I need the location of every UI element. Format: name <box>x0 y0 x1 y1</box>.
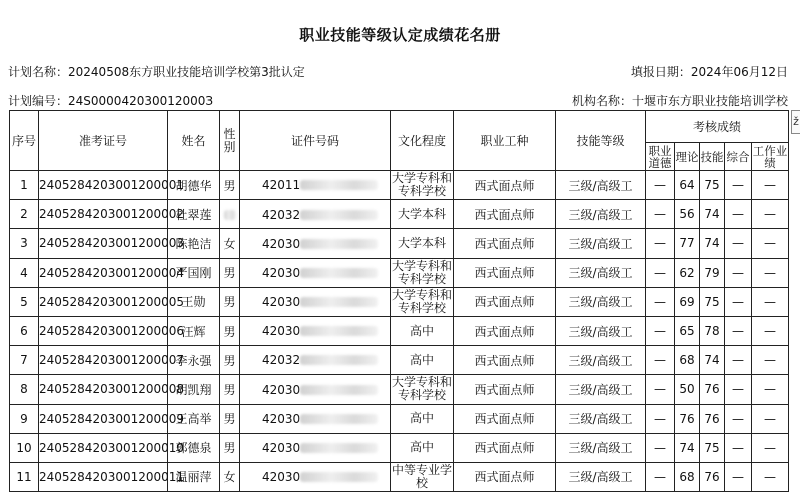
cell-seq: 11 <box>10 462 39 491</box>
cell-exam-no: 2405284203001200003 <box>39 229 168 258</box>
cell-theory: 62 <box>675 258 700 287</box>
cell-seq: 10 <box>10 433 39 462</box>
cell-comprehensive: — <box>725 200 752 229</box>
cell-comprehensive: — <box>725 404 752 433</box>
table-row <box>10 375 789 404</box>
cell-comprehensive: — <box>725 462 752 491</box>
cell-education: 高中 <box>391 433 454 462</box>
cell-education: 中等专业学校 <box>391 462 452 490</box>
cell-comprehensive: — <box>725 258 752 287</box>
cell-comprehensive: — <box>725 287 752 316</box>
cell-name: 王勋 <box>168 287 220 316</box>
cell-skill: 75 <box>700 433 725 462</box>
cell-skill: 74 <box>700 346 725 375</box>
header-comprehensive: 综合 <box>725 143 752 171</box>
cell-skill-level: 三级/高级工 <box>556 316 646 345</box>
id-number-prefix: 42032 <box>262 207 301 222</box>
cell-id-no <box>240 375 391 404</box>
table-row <box>10 287 789 316</box>
cell-skill-level: 三级/高级工 <box>556 346 646 375</box>
cell-seq: 3 <box>10 229 39 258</box>
cell-occupation: 西式面点师 <box>454 346 556 375</box>
cell-ethics: — <box>646 287 675 316</box>
header-skill-level: 技能等级 <box>556 111 646 171</box>
redacted-id-digits <box>300 326 378 336</box>
cell-theory: 64 <box>675 171 700 200</box>
cell-exam-no: 2405284203001200001 <box>39 171 168 200</box>
cell-gender: 男 <box>220 287 240 316</box>
cell-occupation: 西式面点师 <box>454 200 556 229</box>
cell-skill-level: 三级/高级工 <box>556 433 646 462</box>
cell-seq: 8 <box>10 375 39 404</box>
id-number-prefix: 42032 <box>262 353 301 368</box>
cell-comprehensive: — <box>725 229 752 258</box>
cell-skill: 76 <box>700 462 725 491</box>
id-number-prefix: 42030 <box>262 265 301 280</box>
cell-skill: 78 <box>700 316 725 345</box>
cell-occupation: 西式面点师 <box>454 462 556 491</box>
cell-skill: 76 <box>700 404 725 433</box>
cell-theory: 77 <box>675 229 700 258</box>
cell-skill-level: 三级/高级工 <box>556 171 646 200</box>
cell-exam-no: 2405284203001200005 <box>39 287 168 316</box>
cell-theory: 76 <box>675 404 700 433</box>
id-number-prefix: 42030 <box>262 411 301 426</box>
cell-skill-level: 三级/高级工 <box>556 229 646 258</box>
cell-ethics: — <box>646 375 675 404</box>
cell-seq: 1 <box>10 171 39 200</box>
cell-education: 大学专科和专科学校 <box>391 171 452 199</box>
redacted-id-digits <box>300 443 378 453</box>
cell-occupation: 西式面点师 <box>454 229 556 258</box>
cell-comprehensive: — <box>725 171 752 200</box>
cell-work-performance: — <box>752 229 789 258</box>
cell-occupation: 西式面点师 <box>454 258 556 287</box>
org-name-label: 机构名称： <box>571 94 632 108</box>
cell-theory: 68 <box>675 462 700 491</box>
cell-name: 李永强 <box>168 346 220 375</box>
cell-work-performance: — <box>752 404 789 433</box>
cell-skill: 75 <box>700 171 725 200</box>
redacted-id-digits <box>300 355 378 365</box>
cell-occupation: 西式面点师 <box>454 316 556 345</box>
cell-seq: 6 <box>10 316 39 345</box>
cell-theory: 74 <box>675 433 700 462</box>
id-number-prefix: 42030 <box>262 470 301 485</box>
cell-skill-level: 三级/高级工 <box>556 404 646 433</box>
id-number-prefix: 42030 <box>262 382 301 397</box>
cell-gender: 男 <box>220 404 240 433</box>
redacted-id-digits <box>300 239 378 249</box>
cell-exam-no: 2405284203001200006 <box>39 316 168 345</box>
header-seq: 序号 <box>10 111 39 171</box>
plan-number-label: 计划编号： <box>8 94 69 108</box>
cell-id-no <box>240 346 391 375</box>
cell-exam-no: 2405284203001200011 <box>39 462 168 491</box>
cell-education: 高中 <box>391 404 454 433</box>
cell-occupation: 西式面点师 <box>454 375 556 404</box>
cell-skill-level: 三级/高级工 <box>556 462 646 491</box>
redacted-id-digits <box>300 180 378 190</box>
cell-id-no <box>240 287 391 316</box>
cell-work-performance: — <box>752 462 789 491</box>
plan-name <box>8 63 305 80</box>
id-number-prefix: 42030 <box>262 295 301 310</box>
fill-date-label: 填报日期： <box>630 65 691 79</box>
cell-comprehensive: — <box>725 375 752 404</box>
cell-skill-level: 三级/高级工 <box>556 375 646 404</box>
redacted-id-digits <box>300 472 378 482</box>
cell-theory: 68 <box>675 346 700 375</box>
cell-skill-level: 三级/高级工 <box>556 200 646 229</box>
cell-ethics: — <box>646 404 675 433</box>
header-skill: 技能 <box>700 143 725 171</box>
redacted-id-digits <box>300 414 378 424</box>
redacted-id-digits <box>300 385 378 395</box>
cell-gender: 男 <box>220 316 240 345</box>
org-name-value: 十堰市东方职业技能培训学校 <box>631 94 788 108</box>
plan-name-value: 20240508东方职业技能培训学校第3批认定 <box>68 65 305 79</box>
cell-skill: 74 <box>700 229 725 258</box>
cell-occupation: 西式面点师 <box>454 433 556 462</box>
cell-education: 高中 <box>391 346 454 375</box>
cell-gender: 男 <box>220 258 240 287</box>
cell-comprehensive: — <box>725 433 752 462</box>
redacted-id-digits <box>300 268 378 278</box>
cell-ethics: — <box>646 433 675 462</box>
table-row <box>10 200 789 229</box>
table-row <box>10 433 789 462</box>
id-number-prefix: 42030 <box>262 441 301 456</box>
redacted-gender <box>224 210 236 220</box>
cell-theory: 69 <box>675 287 700 316</box>
org-name <box>572 92 788 109</box>
cell-name: 汪辉 <box>168 316 220 345</box>
cell-comprehensive: — <box>725 316 752 345</box>
cell-occupation: 西式面点师 <box>454 287 556 316</box>
id-number-prefix: 42011 <box>262 178 301 193</box>
cell-work-performance: — <box>752 258 789 287</box>
cell-work-performance: — <box>752 316 789 345</box>
table-row <box>10 258 789 287</box>
cell-education: 大学专科和专科学校 <box>391 258 452 286</box>
cell-name: 严国刚 <box>168 258 220 287</box>
cell-education: 大学专科和专科学校 <box>391 375 452 403</box>
cell-exam-no: 2405284203001200002 <box>39 200 168 229</box>
cell-skill: 79 <box>700 258 725 287</box>
header-name: 姓名 <box>168 111 220 171</box>
cell-id-no <box>240 200 391 229</box>
header-ethics: 职业道德 <box>646 143 675 171</box>
cell-name: 陈艳洁 <box>168 229 220 258</box>
cell-gender: 男 <box>220 171 240 200</box>
cell-work-performance: — <box>752 171 789 200</box>
cell-theory: 56 <box>675 200 700 229</box>
cell-ethics: — <box>646 171 675 200</box>
cell-id-no <box>240 258 391 287</box>
cell-exam-no: 2405284203001200008 <box>39 375 168 404</box>
cell-seq: 9 <box>10 404 39 433</box>
cell-gender: 男 <box>220 346 240 375</box>
cell-id-no <box>240 229 391 258</box>
table-row <box>10 316 789 345</box>
table-row <box>10 346 789 375</box>
cell-education: 高中 <box>391 316 454 345</box>
cell-name: 胡凯翔 <box>168 375 220 404</box>
cell-name: 王高举 <box>168 404 220 433</box>
redacted-id-digits <box>300 297 378 307</box>
cell-id-no <box>240 404 391 433</box>
cell-work-performance: — <box>752 375 789 404</box>
table-row <box>10 171 789 200</box>
cell-gender: 女 <box>220 229 240 258</box>
cell-id-no <box>240 316 391 345</box>
cell-occupation: 西式面点师 <box>454 404 556 433</box>
table-row <box>10 462 789 491</box>
header-theory: 理论 <box>675 143 700 171</box>
cell-skill-level: 三级/高级工 <box>556 287 646 316</box>
cell-gender: 女 <box>220 462 240 491</box>
cell-name: 郭德泉 <box>168 433 220 462</box>
cell-ethics: — <box>646 346 675 375</box>
cell-gender: 男 <box>220 375 240 404</box>
header-work-performance: 工作业绩 <box>752 143 788 170</box>
cell-gender: 男 <box>220 433 240 462</box>
cell-seq: 4 <box>10 258 39 287</box>
cell-education: 大学本科 <box>391 200 454 229</box>
cell-ethics: — <box>646 316 675 345</box>
cell-work-performance: — <box>752 200 789 229</box>
cell-ethics: — <box>646 229 675 258</box>
cell-exam-no: 2405284203001200009 <box>39 404 168 433</box>
header-occupation: 职业工种 <box>454 111 556 171</box>
header-exam-no: 准考证号 <box>39 111 168 171</box>
cell-work-performance: — <box>752 346 789 375</box>
cell-ethics: — <box>646 462 675 491</box>
cell-work-performance: — <box>752 433 789 462</box>
cell-seq: 7 <box>10 346 39 375</box>
header-scores: 考核成绩 <box>646 111 789 143</box>
cell-gender <box>220 200 240 229</box>
cell-id-no <box>240 433 391 462</box>
scroll-handle-icon[interactable]: ž <box>791 110 800 134</box>
cell-name: 胡德华 <box>168 171 220 200</box>
cell-theory: 65 <box>675 316 700 345</box>
cell-education: 大学专科和专科学校 <box>391 287 452 315</box>
cell-ethics: — <box>646 258 675 287</box>
cell-id-no <box>240 171 391 200</box>
cell-skill: 76 <box>700 375 725 404</box>
cell-ethics: — <box>646 200 675 229</box>
fill-date-value: 2024年06月12日 <box>690 65 788 79</box>
cell-seq: 5 <box>10 287 39 316</box>
fill-date <box>631 63 788 80</box>
cell-id-no <box>240 462 391 491</box>
plan-number <box>8 92 213 109</box>
cell-occupation: 西式面点师 <box>454 171 556 200</box>
cell-name: 温丽萍 <box>168 462 220 491</box>
plan-name-label: 计划名称： <box>8 65 69 79</box>
plan-number-value: 24S000042030012000З <box>68 94 214 108</box>
cell-theory: 50 <box>675 375 700 404</box>
header-id-no: 证件号码 <box>240 111 391 171</box>
header-gender: 性别 <box>220 111 240 171</box>
cell-name: 杜翠莲 <box>168 200 220 229</box>
table-row <box>10 229 789 258</box>
cell-skill-level: 三级/高级工 <box>556 258 646 287</box>
cell-skill: 74 <box>700 200 725 229</box>
table-row <box>10 404 789 433</box>
cell-education: 大学本科 <box>391 229 454 258</box>
score-roster-table <box>9 110 789 492</box>
cell-exam-no: 2405284203001200007 <box>39 346 168 375</box>
cell-seq: 2 <box>10 200 39 229</box>
id-number-prefix: 42030 <box>262 324 301 339</box>
cell-exam-no: 2405284203001200010 <box>39 433 168 462</box>
header-education: 文化程度 <box>391 111 454 171</box>
cell-work-performance: — <box>752 287 789 316</box>
cell-exam-no: 2405284203001200004 <box>39 258 168 287</box>
redacted-id-digits <box>300 210 378 220</box>
id-number-prefix: 42030 <box>262 236 301 251</box>
cell-comprehensive: — <box>725 346 752 375</box>
document-title: 职业技能等级认定成绩花名册 <box>299 26 501 44</box>
cell-skill: 75 <box>700 287 725 316</box>
